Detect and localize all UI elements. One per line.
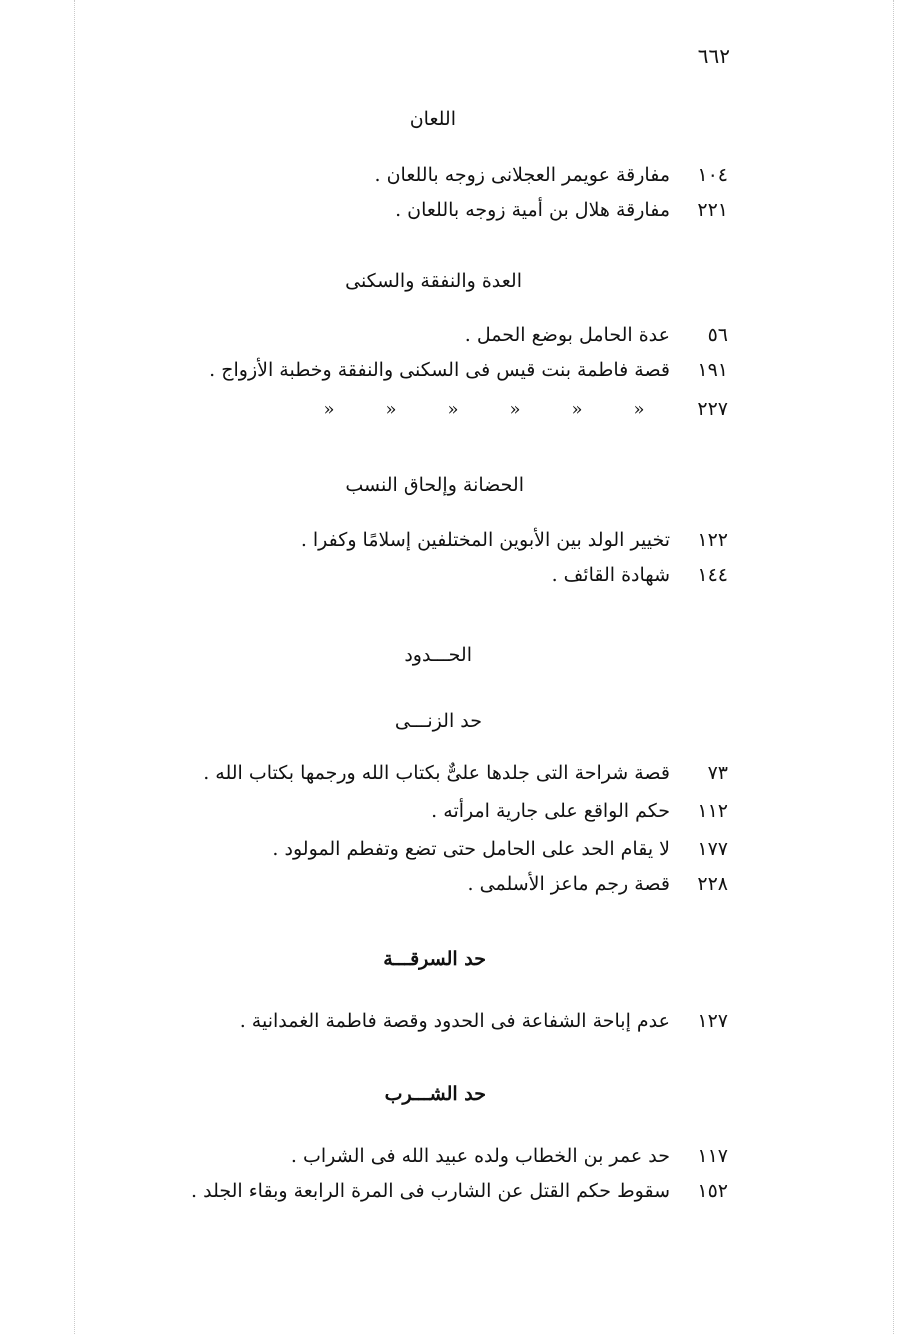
entry-text: حد عمر بن الخطاب ولده عبيد الله فى الشراب . [290,1145,670,1167]
entry-text: تخيير الولد بين الأبوين المختلفين إسلامًا وكفرا . [300,529,670,551]
entry-number: ١١٧ [697,1145,728,1167]
index-entry [431,800,728,830]
index-entry [203,762,728,792]
ditto-mark: « [633,399,645,420]
entry-text: قصة رجم ماعز الأسلمى . [467,873,670,895]
index-entry [272,838,728,868]
ditto-mark: « [571,399,583,420]
index-entry [240,1010,728,1040]
entry-text: مفارقة هلال بن أمية زوجه باللعان . [395,199,670,221]
entry-number: ١٥٢ [697,1180,728,1202]
ditto-mark: « [385,399,397,420]
entry-text: مفارقة عويمر العجلانى زوجه باللعان . [374,164,670,186]
entry-number: ١٩١ [697,359,728,381]
index-entry [468,873,728,903]
ditto-mark: « [447,399,459,420]
ditto-mark: « [323,399,335,420]
entry-text: عدم إباحة الشفاعة فى الحدود وقصة فاطمة الغمدانية . [239,1010,670,1032]
entry-text: قصة شراحة التى جلدها علىٌّ بكتاب الله ورجمها بكتاب الله . [203,762,670,784]
entry-number: ١٢٧ [697,1010,728,1032]
section-heading-shurb: حد الشـــرب [384,1083,486,1105]
index-entry [191,1180,728,1210]
entry-text: سقوط حكم القتل عن الشارب فى المرة الرابعة وبقاء الجلد . [191,1180,670,1202]
index-entry [552,564,728,594]
entry-text: حكم الواقع على جارية امرأته . [431,800,670,822]
entry-number: ١٢٢ [697,529,728,551]
page-number: ٦٦٢ [697,44,730,68]
section-heading-hudud: الحـــدود [404,644,472,666]
section-heading-iddah: العدة والنفقة والسكنى [345,270,522,292]
index-entry [291,1145,728,1175]
scan-edge-right [893,0,895,1334]
index-entry [395,199,728,229]
section-heading-hadanah: الحضانة وإلحاق النسب [345,474,524,496]
index-entry [301,529,728,559]
section-heading-zina: حد الزنـــى [394,710,482,732]
index-entry [375,164,728,194]
entry-number: ١٠٤ [697,164,728,186]
scan-edge-left [74,0,76,1334]
entry-number: ٥٦ [707,324,728,346]
entry-number: ٢٢٨ [697,873,728,895]
entry-text: شهادة القائف . [551,564,670,586]
section-heading-sariqa: حد السرقـــة [383,948,486,970]
entry-text: لا يقام الحد على الحامل حتى تضع وتفطم المولود . [272,838,670,860]
entry-number: ١٧٧ [697,838,728,860]
entry-text: قصة فاطمة بنت قيس فى السكنى والنفقة وخطبة الأزواج . [209,359,670,381]
entry-number: ١١٢ [697,800,728,822]
index-entry [209,359,728,389]
entry-number: ٢٢٧ [697,398,728,420]
entry-number: ١٤٤ [697,564,728,586]
ditto-mark: « [509,399,521,420]
entry-text: عدة الحامل بوضع الحمل . [464,324,670,346]
ditto-marks [298,399,670,420]
index-entry [465,324,728,354]
entry-number: ٧٣ [707,762,728,784]
index-entry-ditto [298,398,728,420]
entry-number: ٢٢١ [697,199,728,221]
section-heading-lian: اللعان [409,108,456,130]
